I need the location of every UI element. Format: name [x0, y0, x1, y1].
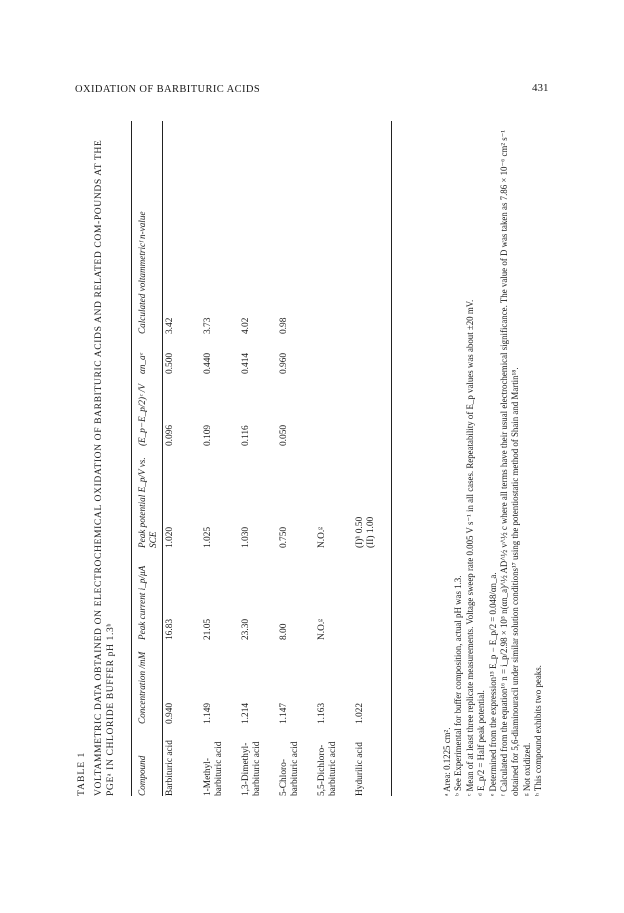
- table-cell: [353, 374, 392, 446]
- table-cell: [315, 121, 353, 334]
- table-cell: 3.42: [165, 317, 176, 334]
- footnotes: [442, 121, 545, 796]
- table-cell: 16.83: [165, 618, 176, 640]
- table-cell: 1.149: [203, 702, 214, 724]
- table-cell: 0.414: [241, 352, 252, 374]
- table-cell: 1.214: [241, 702, 252, 724]
- table-cell: 23.30: [241, 618, 252, 640]
- table-cell: [315, 374, 353, 446]
- table-row: [315, 121, 353, 796]
- table-cell: 21.05: [203, 618, 214, 640]
- footnote: ᶜ Mean of at least three replicate measurements. Voltage sweep rate 0.005 V s⁻¹ in all cases. Repeatability of E_p values was about ±20 mV.: [464, 299, 475, 796]
- table-cell: 1.147: [279, 702, 290, 724]
- table-cell: N.O.ᵍ: [317, 526, 328, 548]
- table-cell: 1-Methyl-barbituric acid: [203, 741, 224, 796]
- table-caption: VOLTAMMETRIC DATA OBTAINED ON ELECTROCHEMICAL OXIDATION OF BARBITURIC ACIDS AND RELATED COM-POUNDS AT THE PGEᵃ IN CHLORIDE BUFFER pH 1.3ᵇ: [93, 139, 116, 796]
- table-label: TABLE 1: [76, 751, 87, 796]
- table-cell: 1.030: [241, 526, 252, 548]
- table-cell: 1.163: [317, 702, 328, 724]
- table-row: [277, 121, 315, 796]
- table-cell: 1.020: [165, 526, 176, 548]
- table-cell: Barbituric acid: [165, 740, 176, 796]
- running-header: OXIDATION OF BARBITURIC ACIDS: [75, 84, 261, 95]
- column-header: (E_p−E_p/2)ᶜ /V: [137, 384, 147, 446]
- data-table: [135, 121, 392, 796]
- table-cell: 0.440: [203, 352, 214, 374]
- table-cell: 4.02: [241, 317, 252, 334]
- table-cell: [353, 334, 392, 374]
- table-cell: [353, 548, 392, 640]
- table-cell: 0.940: [165, 702, 176, 724]
- column-header: Peak current i_p/μA: [137, 565, 147, 640]
- table-row: [239, 121, 277, 796]
- table-cell: (I)ʰ 0.50 (II) 1.00: [355, 516, 376, 548]
- footnote: ʰ This compound exhibits two peaks.: [533, 665, 544, 796]
- table-cell: 1,3-Dimethyl-barbituric acid: [241, 741, 262, 796]
- table-cell: [315, 334, 353, 374]
- table-cell: 0.116: [241, 425, 252, 446]
- table-cell: N.O.ᵍ: [317, 618, 328, 640]
- table-cell: 5,5-Dichloro-barbituric acid: [317, 741, 338, 796]
- table-cell: 0.096: [165, 424, 176, 446]
- table-cell: 0.98: [279, 317, 290, 334]
- column-header: Peak potential E_p/V vs. SCE: [137, 457, 159, 548]
- table-cell: 0.960: [279, 352, 290, 374]
- table-row: [201, 121, 239, 796]
- table-row: [163, 121, 201, 796]
- footnote: ᵃ Area: 0.1225 cm².: [442, 727, 452, 796]
- table-cell: [353, 121, 392, 334]
- table-row: [353, 121, 392, 796]
- footnote: ᵈ E_p/2 = Half peak potential.: [476, 690, 487, 796]
- table-cell: Hydurilic acid: [355, 742, 366, 796]
- table-cell: 3.73: [203, 317, 214, 334]
- footnote: ᶠ Calculated from the equation¹⁶ n = i_p/2.98 × 10⁵ n(αn_a)^½ AD^½ v^½ c where all terms have their usual electrochemical significance. The value of D was taken as 7.86 × 10⁻⁶ cm² s⁻¹ obtained for 5,6-diaminouracil under similar solution conditions¹⁷ using the potentiostatic method of Shain and Martin¹⁸.: [498, 129, 521, 796]
- table-cell: 0.050: [279, 424, 290, 446]
- rotated-table-block: [76, 116, 544, 808]
- table-cell: 8.00: [279, 623, 290, 640]
- table-cell: 5-Chloro-barbituric acid: [279, 741, 300, 796]
- table-cell: 1.025: [203, 526, 214, 548]
- column-header: Compound: [137, 755, 147, 796]
- column-header: Concentration /mM: [137, 651, 147, 724]
- page-number: 431: [532, 82, 549, 94]
- footnote: ᵇ See Experimental for buffer composition, actual pH was 1.3.: [453, 575, 464, 796]
- table-cell: 0.109: [203, 424, 214, 446]
- table-cell: 1.022: [355, 702, 366, 724]
- table-cell: 0.500: [165, 352, 176, 374]
- column-header: Calculated voltammetricᶠ n-value: [137, 211, 147, 334]
- table-top-rule: [131, 121, 132, 796]
- footnote: ᵍ Not oxidized.: [521, 742, 532, 796]
- table-cell: 0.750: [279, 526, 290, 548]
- footnote: ᵉ Determined from the expression¹⁵ E_p − E_p/2 = 0.048/αn_a.: [487, 572, 498, 796]
- table-header-row: [135, 121, 163, 796]
- column-header: αn_aᵉ: [137, 352, 147, 374]
